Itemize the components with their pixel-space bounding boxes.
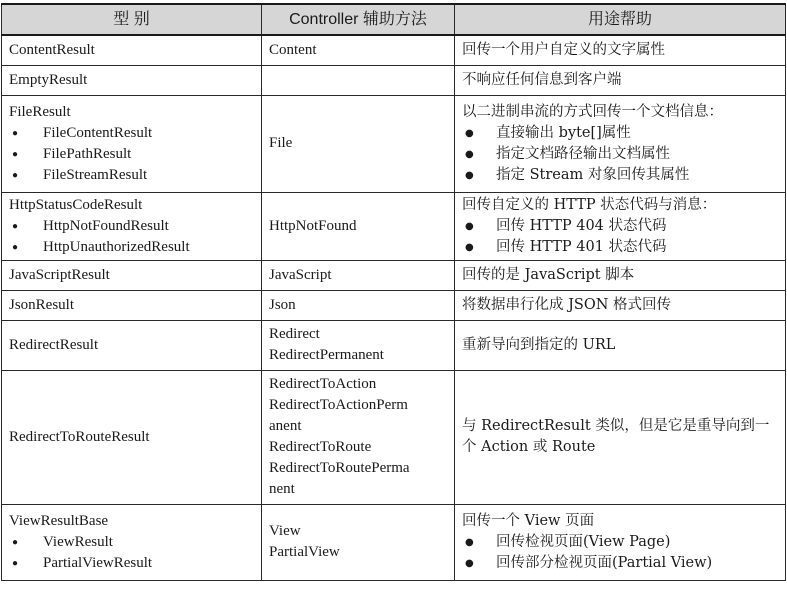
helper-cell bbox=[262, 65, 455, 95]
usage-cell: 不响应任何信息到客户端 bbox=[455, 65, 786, 95]
usage-cell bbox=[455, 192, 786, 260]
usage-item: ● 直接输出 byte[]属性 bbox=[462, 123, 778, 144]
usage-cell: 回传一个用户自定义的文字属性 bbox=[455, 35, 786, 65]
usage-text: 回传自定义的 HTTP 状态代码与消息： bbox=[462, 196, 717, 213]
type-cell: RedirectToRouteResult bbox=[2, 370, 262, 504]
header-row bbox=[2, 4, 786, 35]
usage-text: 以二进制串流的方式回传一个文档信息： bbox=[462, 103, 723, 120]
usage-item: ● 指定 Stream 对象回传其属性 bbox=[462, 165, 778, 186]
type-cell: JavaScriptResult bbox=[2, 260, 262, 290]
helper-cell bbox=[262, 320, 455, 370]
subtype-item: ● FileStreamResult bbox=[9, 165, 254, 186]
table-row bbox=[2, 320, 786, 370]
usage-item: ● 回传 HTTP 401 状态代码 bbox=[462, 237, 778, 258]
usage-item: ● 回传检视页面(View Page) bbox=[462, 532, 778, 553]
helper-cell: JavaScript bbox=[262, 260, 455, 290]
usage-list bbox=[462, 532, 778, 574]
type-cell bbox=[2, 504, 262, 580]
usage-cell: 与 RedirectResult 类似，但是它是重导向到一个 Action 或 Route bbox=[455, 370, 786, 504]
type-name: HttpStatusCodeResult bbox=[9, 196, 143, 213]
table-row bbox=[2, 95, 786, 192]
subtype-item: ● HttpUnauthorizedResult bbox=[9, 237, 254, 258]
helper-name: RedirectToActionPerm anent bbox=[269, 397, 408, 434]
subtype-item: ● ViewResult bbox=[9, 532, 254, 553]
table-row bbox=[2, 290, 786, 320]
action-result-table bbox=[1, 3, 786, 581]
helper-cell: HttpNotFound bbox=[262, 192, 455, 260]
table-row bbox=[2, 35, 786, 65]
type-cell: RedirectResult bbox=[2, 320, 262, 370]
type-cell: EmptyResult bbox=[2, 65, 262, 95]
helper-name: RedirectToRoute bbox=[269, 439, 372, 455]
usage-cell: 回传的是 JavaScript 脚本 bbox=[455, 260, 786, 290]
header-usage: 用途帮助 bbox=[455, 4, 786, 35]
subtype-list bbox=[9, 123, 254, 186]
usage-cell bbox=[455, 504, 786, 580]
helper-cell bbox=[262, 370, 455, 504]
header-helper-method: Controller 辅助方法 bbox=[262, 4, 455, 35]
usage-item: ● 指定文档路径输出文档属性 bbox=[462, 144, 778, 165]
type-cell: JsonResult bbox=[2, 290, 262, 320]
type-name: FileResult bbox=[9, 103, 71, 120]
type-cell: ContentResult bbox=[2, 35, 262, 65]
subtype-list bbox=[9, 532, 254, 574]
usage-cell: 重新导向到指定的 URL bbox=[455, 320, 786, 370]
table-row bbox=[2, 65, 786, 95]
subtype-list bbox=[9, 216, 254, 258]
helper-name: RedirectPermanent bbox=[269, 347, 384, 363]
helper-cell: File bbox=[262, 95, 455, 192]
subtype-item: ● HttpNotFoundResult bbox=[9, 216, 254, 237]
table-row bbox=[2, 260, 786, 290]
table-row bbox=[2, 504, 786, 580]
helper-name: RedirectToRoutePerma nent bbox=[269, 460, 410, 497]
helper-cell: Content bbox=[262, 35, 455, 65]
usage-list bbox=[462, 123, 778, 186]
usage-cell bbox=[455, 95, 786, 192]
subtype-item: ● PartialViewResult bbox=[9, 553, 254, 574]
helper-name: View bbox=[269, 523, 301, 539]
usage-item: ● 回传 HTTP 404 状态代码 bbox=[462, 216, 778, 237]
usage-list bbox=[462, 216, 778, 258]
type-cell bbox=[2, 95, 262, 192]
type-cell bbox=[2, 192, 262, 260]
usage-text: 回传一个 View 页面 bbox=[462, 512, 595, 529]
type-name: ViewResultBase bbox=[9, 512, 109, 529]
helper-name: RedirectToAction bbox=[269, 376, 377, 392]
usage-item: ● 回传部分检视页面(Partial View) bbox=[462, 553, 778, 574]
table-row bbox=[2, 192, 786, 260]
helper-name: Redirect bbox=[269, 326, 320, 342]
subtype-item: ● FileContentResult bbox=[9, 123, 254, 144]
helper-name: PartialView bbox=[269, 544, 340, 560]
subtype-item: ● FilePathResult bbox=[9, 144, 254, 165]
helper-cell: Json bbox=[262, 290, 455, 320]
table-row bbox=[2, 370, 786, 504]
helper-cell bbox=[262, 504, 455, 580]
header-type: 型 别 bbox=[2, 4, 262, 35]
usage-cell: 将数据串行化成 JSON 格式回传 bbox=[455, 290, 786, 320]
